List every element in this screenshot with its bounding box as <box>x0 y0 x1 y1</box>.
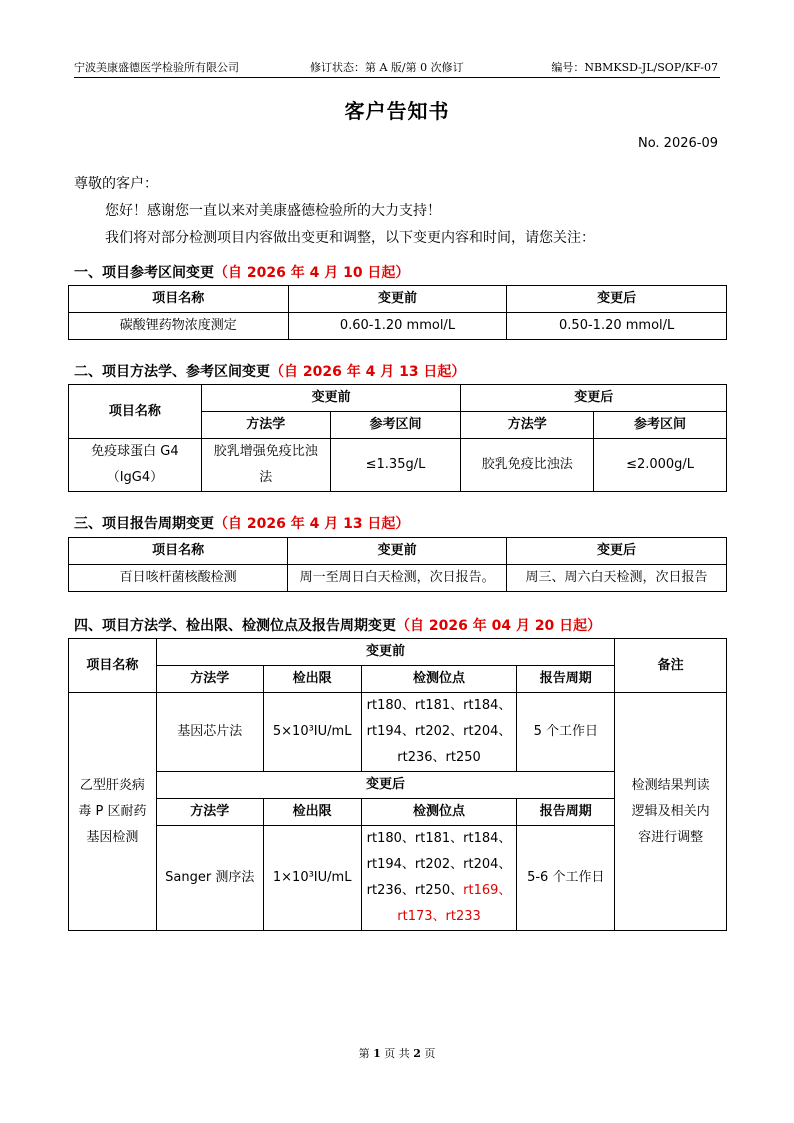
header-cell: 项目名称 <box>69 286 289 313</box>
header-after: 变更后 <box>461 385 727 412</box>
new-sites-highlight: rt173、rt233 <box>397 909 481 924</box>
intro-paragraph-2: 我们将对部分检测项目内容做出变更和调整，以下变更内容和时间，请您关注： <box>105 230 595 246</box>
sites-before-cell: rt180、rt181、rt184、 rt194、rt202、rt204、 rt236、rt250 <box>361 693 517 772</box>
section-1-table <box>68 285 727 340</box>
header-reference: 参考区间 <box>330 412 461 439</box>
header-period: 报告周期 <box>517 799 615 826</box>
method-before-cell: 基因芯片法 <box>156 693 263 772</box>
reference-before-cell: ≤1.35g/L <box>330 439 461 492</box>
lod-after-cell: 1×10³IU/mL <box>263 826 361 931</box>
header-period: 报告周期 <box>517 666 615 693</box>
lod-before-cell: 5×10³IU/mL <box>263 693 361 772</box>
section-3-date: （自 2026 年 4 月 13 日起） <box>214 516 410 532</box>
header-note: 备注 <box>615 639 727 693</box>
table-row <box>69 565 727 592</box>
intro-paragraph-1: 您好！感谢您一直以来对美康盛德检验所的大力支持！ <box>105 203 441 219</box>
new-sites-highlight: rt169、 <box>463 883 512 898</box>
header-reference: 参考区间 <box>594 412 727 439</box>
table-cell: 0.50-1.20 mmol/L <box>507 313 727 340</box>
header-project-name: 项目名称 <box>69 385 202 439</box>
section-1-title: 一、项目参考区间变更（自 2026 年 4 月 10 日起） <box>74 265 410 281</box>
header-cell: 变更前 <box>288 538 507 565</box>
header-before: 变更前 <box>201 385 461 412</box>
header-lod: 检出限 <box>263 799 361 826</box>
table-cell: 周三、周六白天检测，次日报告 <box>507 565 727 592</box>
header-method: 方法学 <box>201 412 330 439</box>
page-title: 客户告知书 <box>344 99 450 123</box>
header-method: 方法学 <box>461 412 594 439</box>
greeting: 尊敬的客户： <box>74 176 158 192</box>
table-row <box>69 439 727 492</box>
note-cell: 检测结果判读 逻辑及相关内 容进行调整 <box>615 693 727 931</box>
section-2-title: 二、项目方法学、参考区间变更（自 2026 年 4 月 13 日起） <box>74 364 466 380</box>
method-before-cell: 胶乳增强免疫比浊 法 <box>201 439 330 492</box>
section-4-title: 四、项目方法学、检出限、检测位点及报告周期变更（自 2026 年 04 月 20 日起） <box>74 618 602 634</box>
sites-after-cell: rt180、rt181、rt184、 rt194、rt202、rt204、 rt236、rt250、rt169、 rt173、rt233 <box>361 826 517 931</box>
page-footer: 第 1 页 共 2 页 <box>358 1047 436 1060</box>
header-project-name: 项目名称 <box>69 639 157 693</box>
method-after-cell: 胶乳免疫比浊法 <box>461 439 594 492</box>
table-cell: 周一至周日白天检测，次日报告。 <box>288 565 507 592</box>
header-cell: 变更后 <box>507 538 727 565</box>
table-cell: 碳酸锂药物浓度测定 <box>69 313 289 340</box>
table-row-before <box>69 693 727 772</box>
header-revision: 修订状态：第 A 版/第 0 次修订 <box>310 61 464 74</box>
method-after-cell: Sanger 测序法 <box>156 826 263 931</box>
table-header-row <box>69 538 727 565</box>
table-row <box>69 313 727 340</box>
header-lod: 检出限 <box>263 666 361 693</box>
period-before-cell: 5 个工作日 <box>517 693 615 772</box>
section-2-table <box>68 384 727 492</box>
header-cell: 项目名称 <box>69 538 288 565</box>
page-header <box>74 57 720 78</box>
page-total: 2 <box>413 1047 421 1060</box>
section-3-title: 三、项目报告周期变更（自 2026 年 4 月 13 日起） <box>74 516 410 532</box>
header-company: 宁波美康盛德医学检验所有限公司 <box>74 61 239 74</box>
header-doc-code: 编号：NBMKSD-JL/SOP/KF-07 <box>551 61 718 74</box>
table-cell: 0.60-1.20 mmol/L <box>288 313 507 340</box>
header-before: 变更前 <box>156 639 614 666</box>
table-header-row <box>69 286 727 313</box>
period-after-cell: 5-6 个工作日 <box>517 826 615 931</box>
section-3-table <box>68 537 727 592</box>
header-cell: 变更后 <box>507 286 727 313</box>
section-4-date: （自 2026 年 04 月 20 日起） <box>396 618 602 634</box>
document-number: No. 2026-09 <box>637 136 718 151</box>
header-cell: 变更前 <box>288 286 507 313</box>
section-2-date: （自 2026 年 4 月 13 日起） <box>270 364 466 380</box>
project-name-cell: 乙型肝炎病 毒 P 区耐药 基因检测 <box>69 693 157 931</box>
header-after: 变更后 <box>156 772 614 799</box>
header-method: 方法学 <box>156 799 263 826</box>
table-header-row <box>69 385 727 412</box>
header-sites: 检测位点 <box>361 666 517 693</box>
section-1-date: （自 2026 年 4 月 10 日起） <box>214 265 410 281</box>
table-cell: 百日咳杆菌核酸检测 <box>69 565 288 592</box>
page-number: 1 <box>373 1047 381 1060</box>
project-name-cell: 免疫球蛋白 G4 （IgG4） <box>69 439 202 492</box>
reference-after-cell: ≤2.000g/L <box>594 439 727 492</box>
table-header-row <box>69 639 727 666</box>
header-method: 方法学 <box>156 666 263 693</box>
header-sites: 检测位点 <box>361 799 517 826</box>
section-4-table <box>68 638 727 931</box>
